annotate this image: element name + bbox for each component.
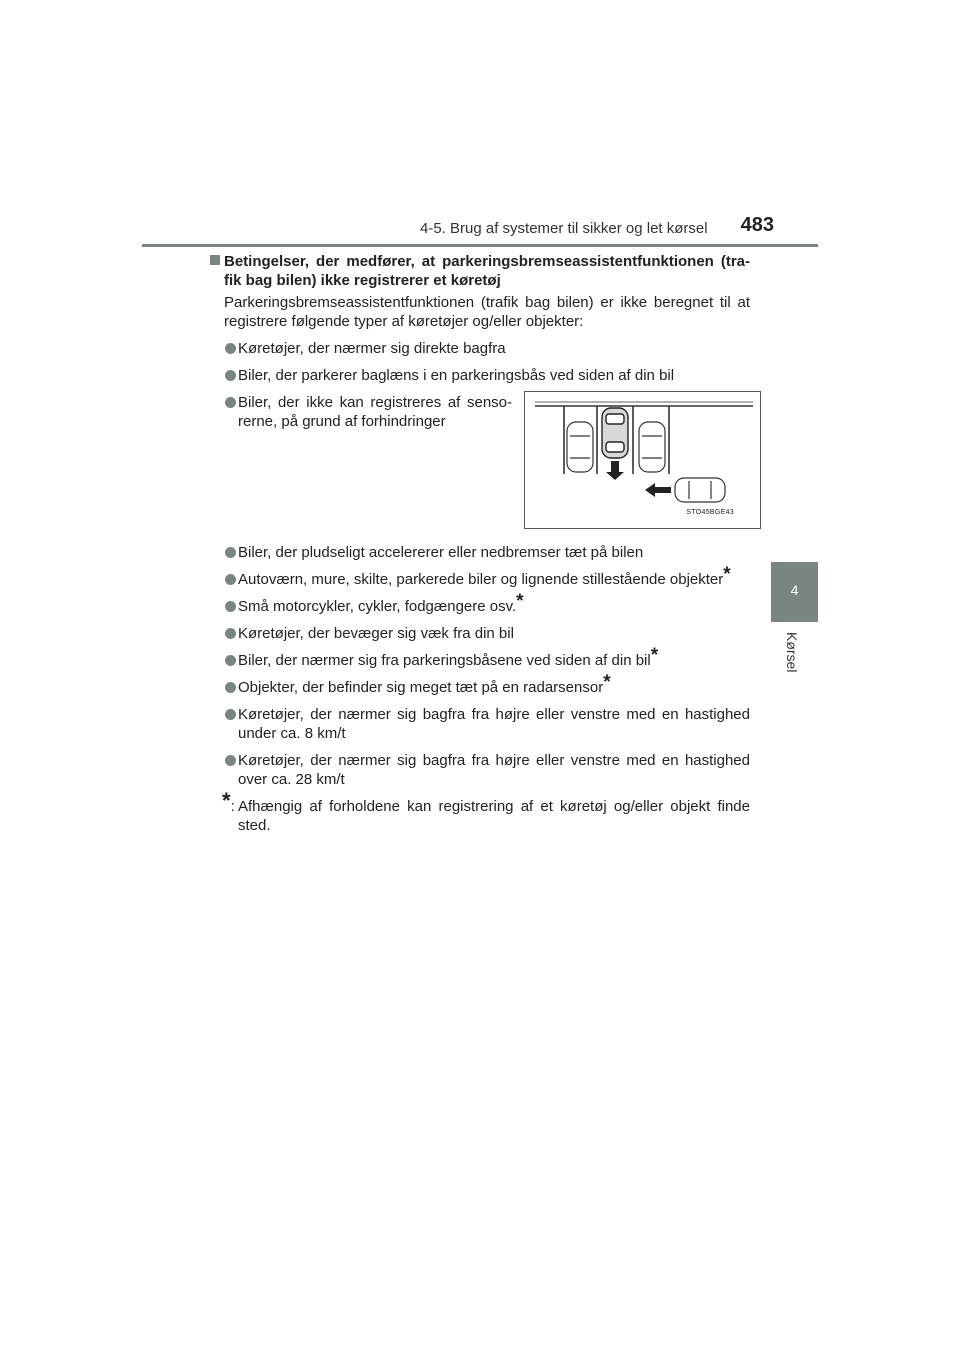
section-heading-text: Betingelser, der medfører, at parkeringsbremseassistentfunktionen (tra-fik bag bilen) ikke registrerer et køretøj (224, 253, 750, 289)
list-item: Autoværn, mure, skilte, parkerede biler og lignende stillestående objekter* (210, 570, 750, 589)
footnote-ref: * (603, 672, 611, 693)
intro-paragraph: Parkeringsbremseassistentfunktionen (trafik bag bilen) er ikke beregnet til at registrere følgende typer af køretøjer og/eller objekter: (224, 294, 750, 330)
footnote-ref: * (516, 591, 524, 612)
bullet-icon (225, 709, 236, 720)
list-item: Biler, der nærmer sig fra parkeringsbåsene ved siden af din bil* (210, 651, 750, 670)
section-heading (210, 252, 750, 290)
list-item: Køretøjer, der nærmer sig direkte bagfra (210, 339, 750, 358)
footnote (210, 788, 750, 835)
list-item: Køretøjer, der nærmer sig bagfra fra højre eller venstre med en hastighed under ca. 8 km/t (210, 705, 750, 743)
bullet-icon (225, 343, 236, 354)
figure-row (210, 393, 750, 543)
footnote-ref: * (650, 645, 659, 666)
footnote-marker: *: (222, 788, 235, 815)
header-rule (142, 244, 818, 247)
bullet-icon (225, 601, 236, 612)
list-item: Køretøjer, der bevæger sig væk fra din bil (210, 624, 750, 643)
bullet-icon (225, 682, 236, 693)
chapter-title: 4-5. Brug af systemer til sikker og let kørsel (420, 220, 708, 237)
bullet-icon (225, 370, 236, 381)
chapter-tab-number: 4 (790, 582, 799, 598)
figure-code: STO45BGE43 (686, 509, 734, 516)
page-content (210, 252, 750, 835)
page-header (420, 214, 780, 240)
list-item: Biler, der pludseligt accelererer eller nedbremser tæt på bilen (210, 543, 750, 562)
list-item: Biler, der parkerer baglæns i en parkeringsbås ved siden af din bil (210, 366, 750, 385)
chapter-tab (771, 562, 818, 622)
parking-illustration (524, 391, 761, 529)
bullet-icon (225, 628, 236, 639)
list-item: Køretøjer, der nærmer sig bagfra fra højre eller venstre med en hastighed over ca. 28 km/t (210, 751, 750, 789)
heading-marker (210, 255, 220, 265)
bullet-icon (225, 655, 236, 666)
list-item: Objekter, der befinder sig meget tæt på en radarsensor* (210, 678, 750, 697)
bullet-icon (225, 755, 236, 766)
footnote-ref: * (723, 564, 731, 585)
list-item: Biler, der ikke kan registreres af senso-rerne, på grund af forhindringer (210, 393, 512, 431)
bullet-icon (225, 397, 236, 408)
bullet-icon (225, 547, 236, 558)
bullet-icon (225, 574, 236, 585)
chapter-tab-label: Kørsel (784, 632, 800, 673)
footnote-text: Afhængig af forholdene kan registrering af et køretøj og/eller objekt finde sted. (238, 798, 750, 834)
page-number: 483 (740, 214, 774, 236)
list-item: Små motorcykler, cykler, fodgængere osv.* (210, 597, 750, 616)
